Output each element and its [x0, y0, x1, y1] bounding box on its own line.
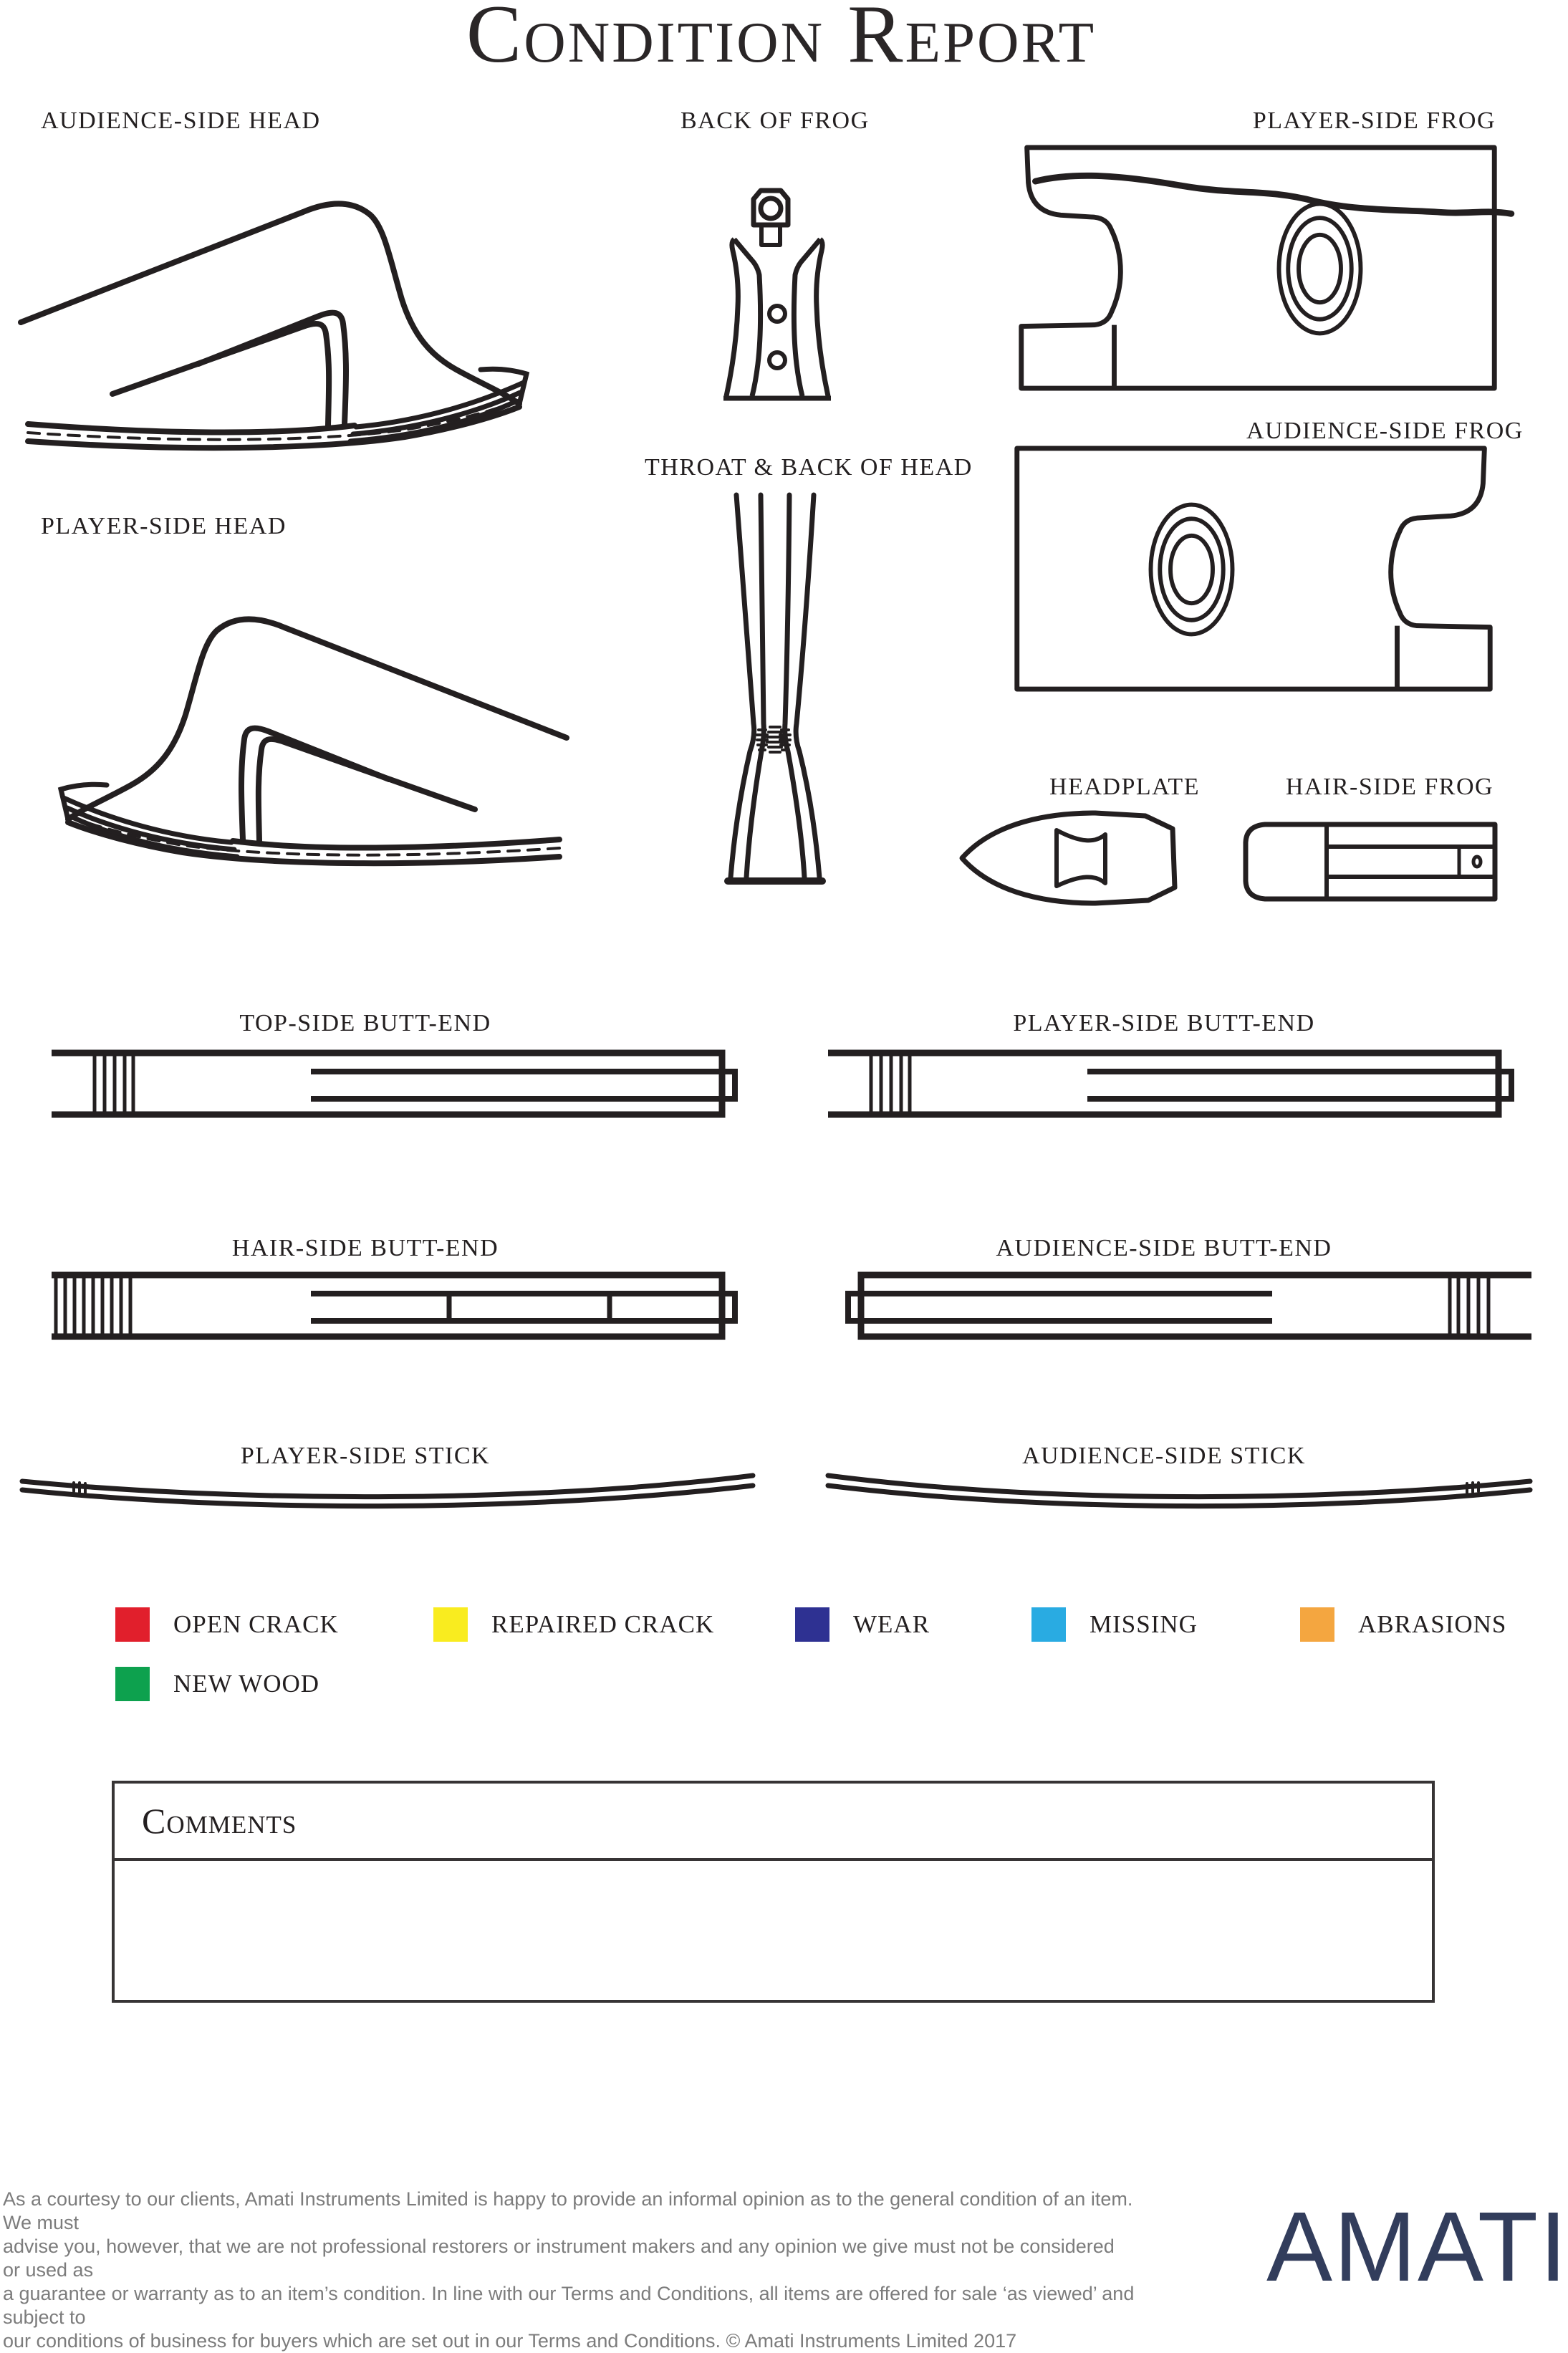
footer-disclaimer	[3, 2188, 1135, 2353]
legend-item-new-wood	[115, 1667, 319, 1701]
hair-side-frog-drawing	[1241, 821, 1499, 903]
amati-logo: AMATI	[1266, 2192, 1568, 2302]
headplate-drawing	[958, 806, 1191, 910]
top-side-butt-end-drawing	[49, 1047, 758, 1120]
comments-box	[112, 1781, 1435, 2003]
audience-side-frog-drawing	[1013, 446, 1494, 692]
legend-item-open-crack	[115, 1607, 339, 1642]
comments-empty-area	[115, 1861, 1432, 2000]
label-audience-side-frog: AUDIENCE-SIDE FROG	[1246, 418, 1524, 444]
legend-item-repaired-crack	[433, 1607, 714, 1642]
repaired-crack-swatch-icon	[433, 1607, 468, 1642]
player-side-frog-drawing	[1017, 145, 1499, 391]
comments-title: Comments	[142, 1801, 297, 1841]
legend-item-wear	[795, 1607, 930, 1642]
footer-line: a guarantee or warranty as to an item’s condition. In line with our Terms and Conditions, all items are offered for sale ‘as viewed’ and subject to	[3, 2283, 1135, 2328]
missing-swatch-icon	[1031, 1607, 1066, 1642]
label-throat-back-of-head: THROAT & BACK OF HEAD	[645, 454, 973, 481]
label-audience-side-head: AUDIENCE-SIDE HEAD	[41, 107, 321, 134]
open-crack-swatch-icon	[115, 1607, 150, 1642]
label-player-side-frog: PLAYER-SIDE FROG	[1252, 107, 1496, 134]
label-audience-side-butt-end: AUDIENCE-SIDE BUTT-END	[996, 1235, 1332, 1261]
player-side-stick-drawing	[18, 1470, 756, 1511]
audience-side-stick-drawing	[825, 1470, 1534, 1511]
label-audience-side-stick: AUDIENCE-SIDE STICK	[1022, 1443, 1306, 1469]
legend-label: MISSING	[1090, 1610, 1198, 1638]
legend-label: OPEN CRACK	[173, 1610, 339, 1638]
wear-swatch-icon	[795, 1607, 829, 1642]
player-side-head-drawing	[18, 553, 569, 868]
new-wood-swatch-icon	[115, 1667, 150, 1701]
label-hair-side-butt-end: HAIR-SIDE BUTT-END	[231, 1235, 499, 1261]
footer-line: As a courtesy to our clients, Amati Instruments Limited is happy to provide an informal opinion as to the general condition of an item. We must	[3, 2188, 1133, 2233]
player-side-butt-end-drawing	[825, 1047, 1534, 1120]
legend-label: ABRASIONS	[1358, 1610, 1507, 1638]
footer-line: our conditions of business for buyers which are set out in our Terms and Conditions. © Amati Instruments Limited 2017	[3, 2330, 1017, 2352]
comments-header	[115, 1784, 1432, 1861]
throat-back-of-head-drawing	[709, 490, 838, 885]
page-title: Condition Report	[466, 0, 1097, 80]
audience-side-butt-end-drawing	[825, 1269, 1534, 1342]
hair-side-butt-end-drawing	[49, 1269, 758, 1342]
label-headplate: HEADPLATE	[1049, 774, 1200, 800]
legend-label: NEW WOOD	[173, 1670, 320, 1698]
label-back-of-frog: BACK OF FROG	[680, 107, 870, 134]
label-player-side-head: PLAYER-SIDE HEAD	[41, 513, 287, 539]
label-top-side-butt-end: TOP-SIDE BUTT-END	[239, 1010, 491, 1036]
abrasions-swatch-icon	[1300, 1607, 1334, 1642]
label-player-side-stick: PLAYER-SIDE STICK	[240, 1443, 491, 1469]
legend-label: WEAR	[853, 1610, 930, 1638]
label-hair-side-frog: HAIR-SIDE FROG	[1285, 774, 1494, 800]
legend-label: REPAIRED CRACK	[491, 1610, 715, 1638]
audience-side-head-drawing	[18, 140, 569, 450]
back-of-frog-drawing	[716, 185, 838, 407]
legend-item-abrasions	[1300, 1607, 1506, 1642]
legend-item-missing	[1031, 1607, 1198, 1642]
label-player-side-butt-end: PLAYER-SIDE BUTT-END	[1013, 1010, 1315, 1036]
footer-line: advise you, however, that we are not professional restorers or instrument makers and any opinion we give must not be considered or used as	[3, 2236, 1115, 2281]
open-crack-annotation	[1035, 175, 1511, 213]
